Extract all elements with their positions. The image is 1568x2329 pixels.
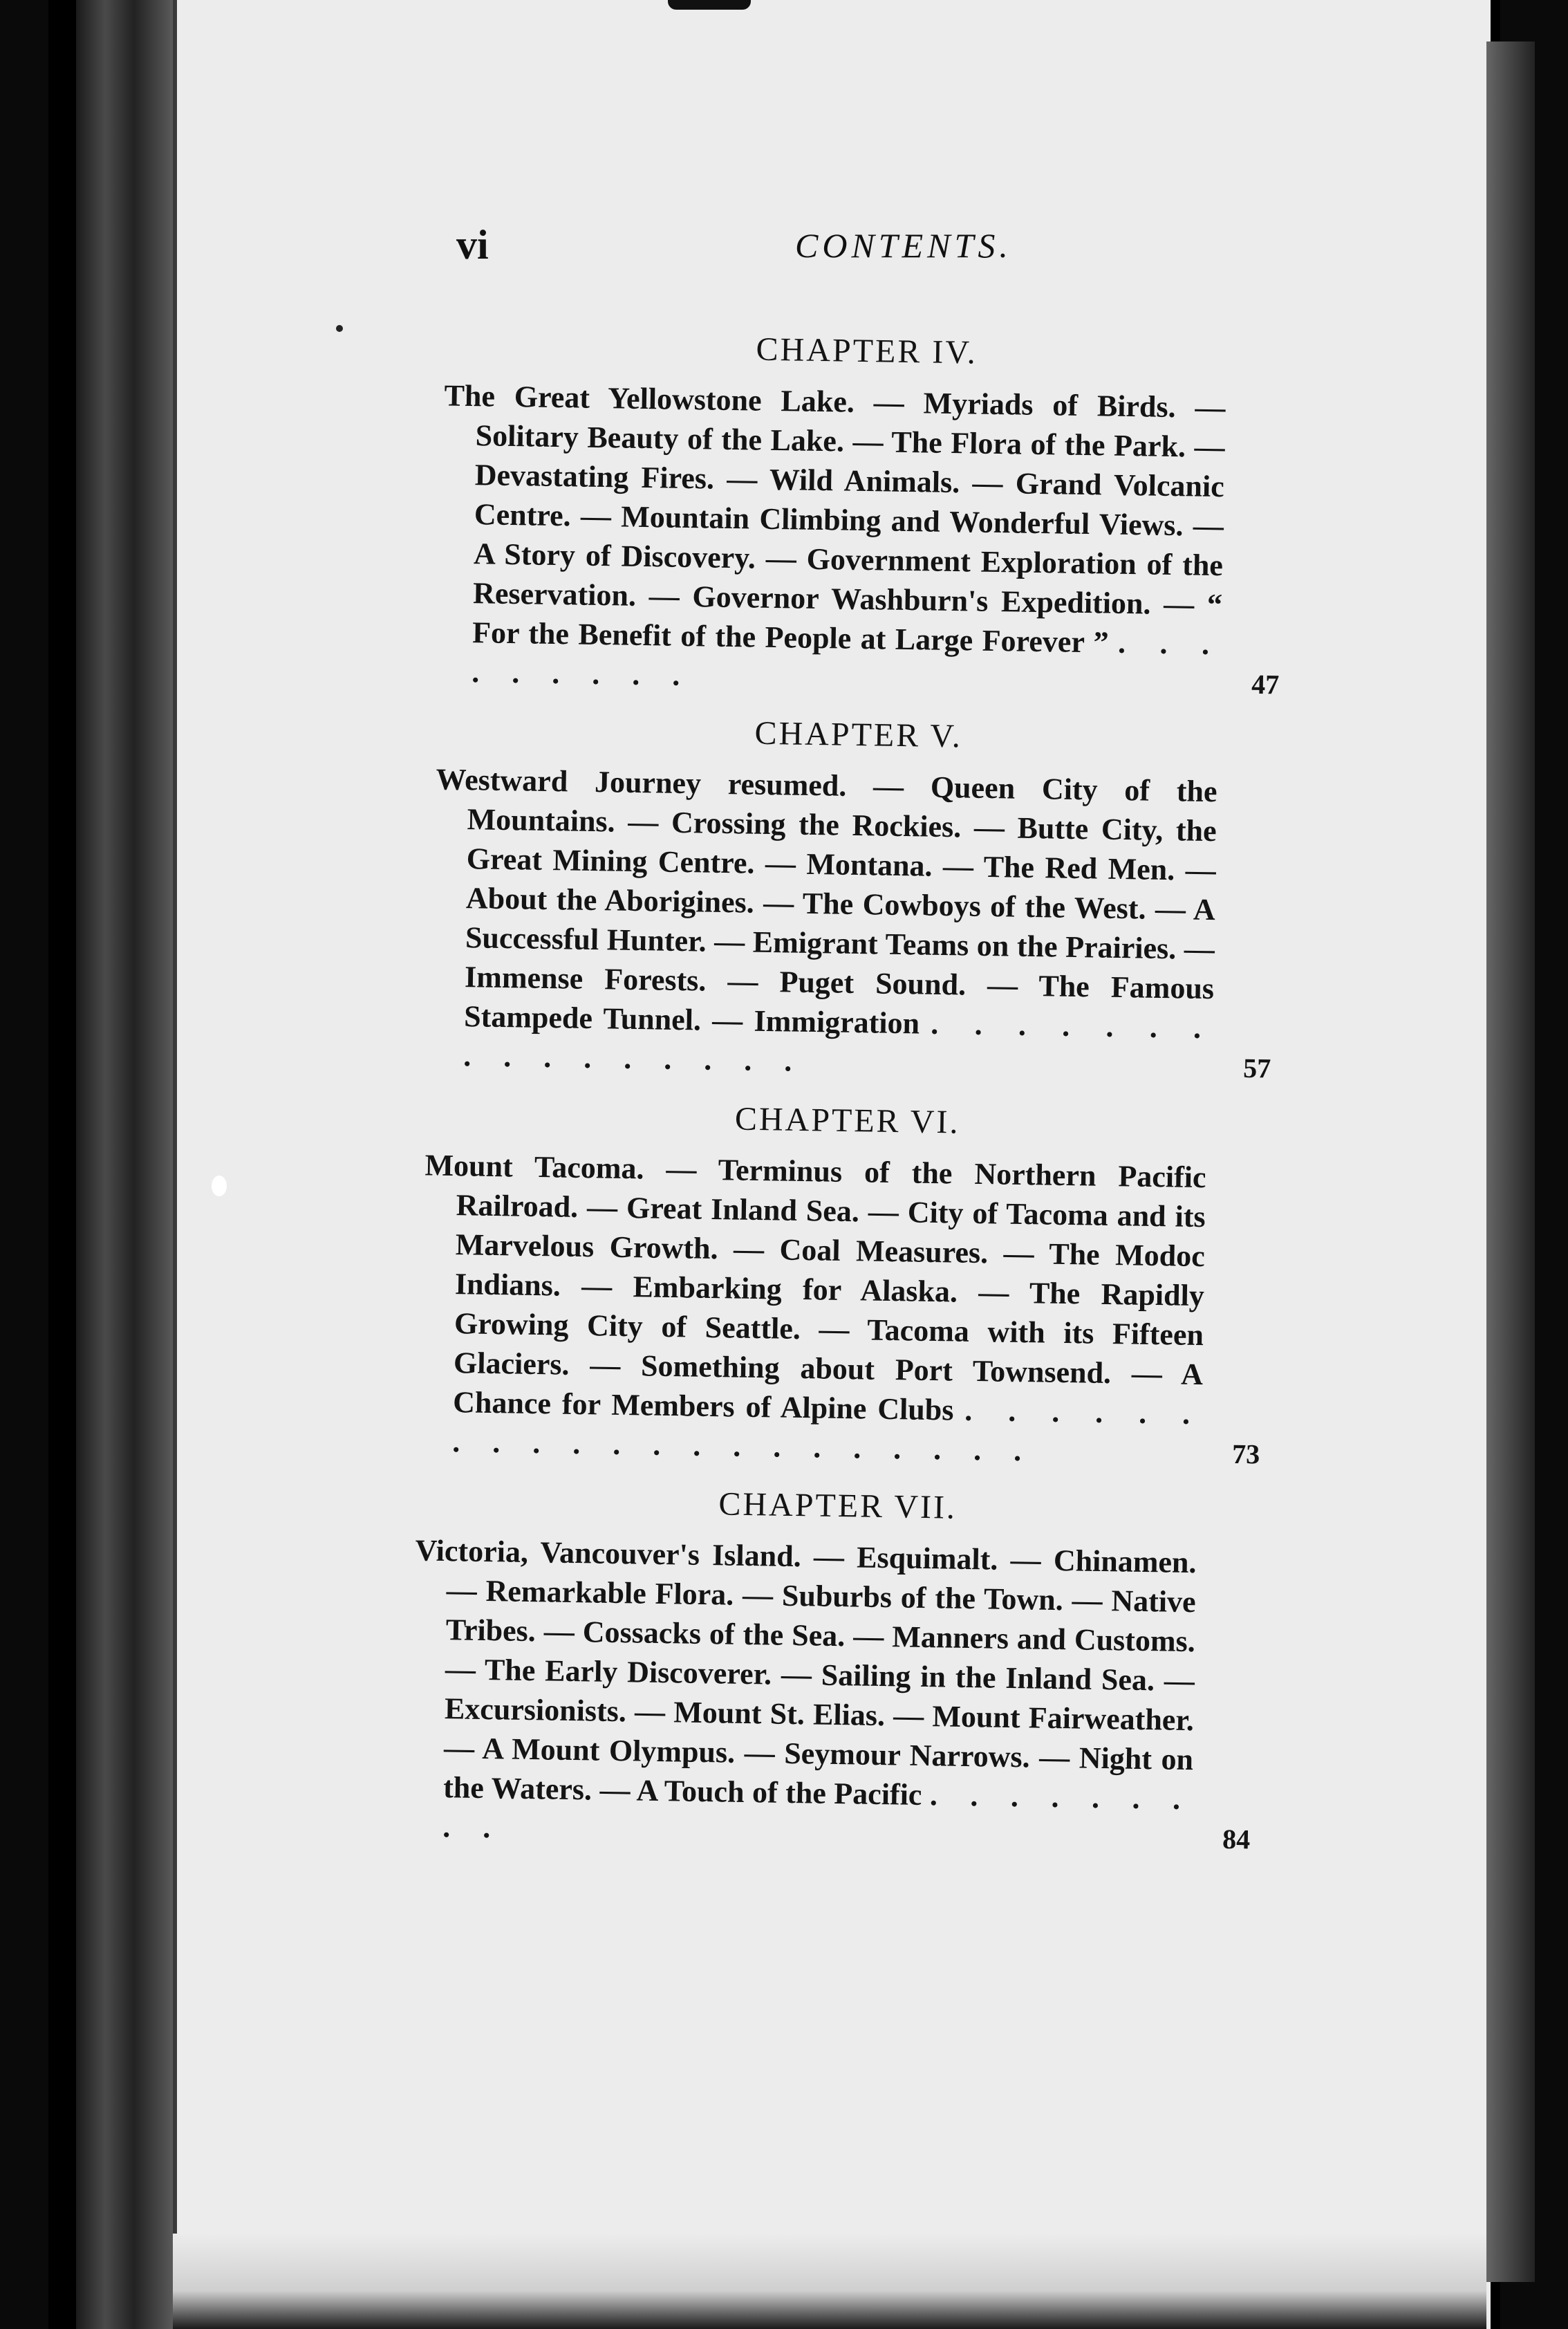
scan-speck <box>336 325 343 332</box>
page-number: 84 <box>1222 1823 1251 1855</box>
chapter-synopsis <box>411 1530 1259 1859</box>
chapter-entry <box>440 325 1289 704</box>
page-number: 73 <box>1231 1438 1260 1470</box>
chapter-title: CHAPTER V. <box>754 714 963 755</box>
dot-leaders: . . . . . . . . . <box>442 1778 1193 1845</box>
synopsis-text: Mount Tacoma. — Terminus of the Northern Pacific Railroad. — Great Inland Sea. — City of Tacoma and its Marvelous Growth. — Coal Measures. — The Modoc Indians. — Embarking for Alaska. — The Rapidly Growing City of Seattle. — Tacoma with its Fifteen Glaciers. — Something about Port Townsend. — A Chance for Members of Alpine Clubs <box>424 1148 1206 1427</box>
scan-speck <box>212 1176 227 1196</box>
synopsis-text: The Great Yellowstone Lake. — Myriads of Birds. — Solitary Beauty of the Lake. — The Flora of the Park. — Devastating Fires. — Wild Animals. — Grand Volcanic Centre. — Mountain Climbing and Wonderful Views. — A Story of Discovery. — Government Exploration of the Reservation. — Governor Washburn's Expedition. — “ For the Benefit of the People at Large Forever ” <box>444 378 1226 660</box>
chapter-entry <box>431 709 1280 1088</box>
chapter-synopsis <box>420 1145 1269 1474</box>
chapter-title: CHAPTER VII. <box>718 1485 958 1526</box>
synopsis-text: Westward Journey resumed. — Queen City of the Mountains. — Crossing the Rockies. — Butte City, the Great Mining Centre. — Montana. — The Red Men. — About the Aborigines. — The Cowboys of the West. — A Successful Hunter. — Emigrant Teams on the Prairies. — Immense Forests. — Puget Sound. — The Famous Stampede Tunnel. — Immigration <box>436 762 1217 1041</box>
book-spine-edge <box>76 0 173 2329</box>
page-number: 57 <box>1242 1052 1271 1084</box>
page-header <box>456 221 1341 277</box>
dot-leaders: . . . . . . . . . . . . . . . . <box>463 1006 1214 1078</box>
page-folio: vi <box>456 222 489 268</box>
chapter-synopsis <box>440 375 1288 704</box>
chapter-title: CHAPTER VI. <box>734 1100 960 1141</box>
running-head: CONTENTS. <box>795 226 1012 265</box>
scan-speck <box>668 0 751 10</box>
dot-leaders: . . . . . . . . . <box>471 625 1222 693</box>
chapter-entry <box>420 1095 1269 1474</box>
chapter-title: CHAPTER IV. <box>756 331 978 371</box>
page-number: 47 <box>1251 668 1280 700</box>
synopsis-text: Victoria, Vancouver's Island. — Esquimalt. — Chinamen. — Remarkable Flora. — Suburbs of the Town. — Native Tribes. — Cossacks of the Sea. — Manners and Customs. — The Early Discoverer. — Sailing in the Inland Sea. — Excursionists. — Mount St. Elias. — Mount Fairweather. — A Mount Olympus. — Seymour Narrows. — Night on the Waters. — A Touch of the Pacific <box>415 1533 1197 1812</box>
chapter-entry <box>411 1480 1260 1859</box>
page-bottom-shadow <box>173 2234 1486 2329</box>
chapter-synopsis <box>431 759 1280 1088</box>
dot-leaders: . . . . . . . . . . . . . . . . . . . . . <box>451 1393 1203 1468</box>
page-fore-edge <box>1486 41 1535 2282</box>
